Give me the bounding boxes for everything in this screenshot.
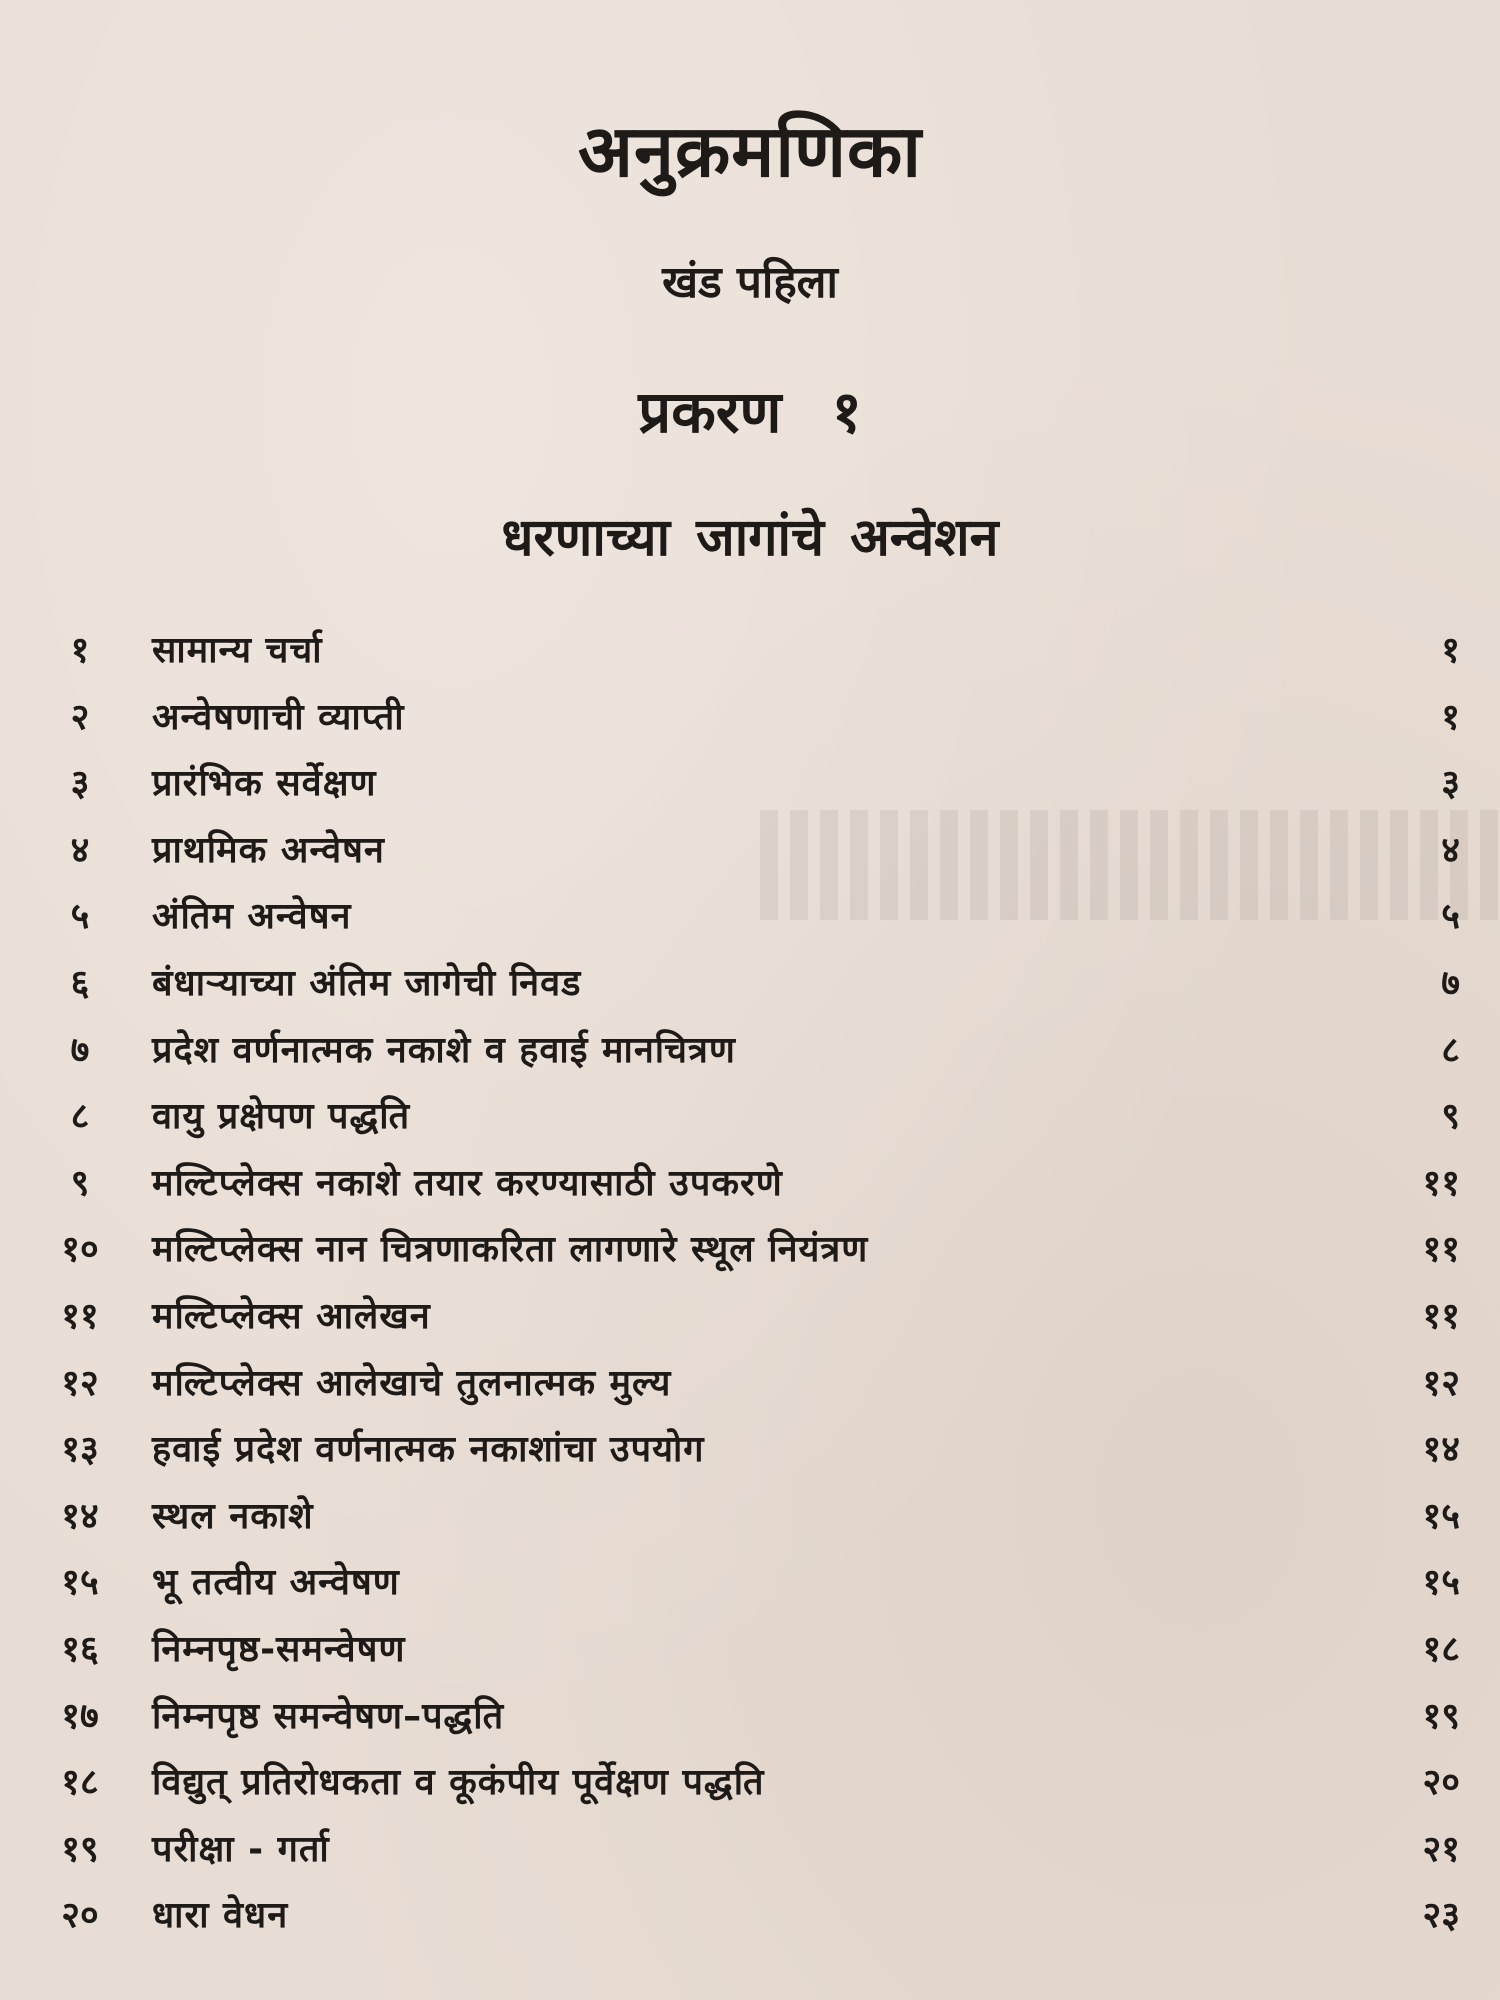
entry-number: १९ xyxy=(61,1828,99,1870)
toc-entry xyxy=(0,1351,1500,1418)
entry-page: १५ xyxy=(1422,1562,1460,1604)
table-of-contents xyxy=(0,618,1500,1950)
entry-page: ११ xyxy=(1422,1295,1460,1337)
entry-page: २० xyxy=(1422,1762,1460,1804)
entry-title: विद्युत् प्रतिरोधकता व कूकंपीय पूर्वेक्षण पद्धति xyxy=(152,1762,765,1804)
entry-page: ८ xyxy=(1441,1029,1460,1071)
entry-title: भू तत्वीय अन्वेषण xyxy=(152,1562,400,1604)
entry-number: ३ xyxy=(70,763,90,805)
toc-entry xyxy=(0,818,1500,885)
entry-title: प्राथमिक अन्वेषन xyxy=(152,829,385,871)
entry-number: १ xyxy=(70,630,90,671)
entry-title: मल्टिप्लेक्स नान चित्रणाकरिता लागणारे स्थूल नियंत्रण xyxy=(152,1229,869,1271)
toc-entry xyxy=(0,618,1500,685)
entry-number: १५ xyxy=(61,1562,99,1604)
entry-number: १७ xyxy=(61,1695,99,1737)
entry-page: १५ xyxy=(1422,1495,1460,1537)
entry-page: १९ xyxy=(1422,1695,1460,1737)
entry-number: ८ xyxy=(70,1096,90,1138)
entry-title: स्थल नकाशे xyxy=(152,1495,314,1537)
toc-entry xyxy=(0,951,1500,1018)
entry-page: १ xyxy=(1441,696,1460,738)
entry-page: १४ xyxy=(1422,1429,1460,1471)
entry-number: ५ xyxy=(70,896,90,938)
toc-entry xyxy=(0,1217,1500,1284)
entry-title: मल्टिप्लेक्स आलेखाचे तुलनात्मक मुल्य xyxy=(152,1362,672,1404)
toc-entry xyxy=(0,1484,1500,1551)
entry-title: हवाई प्रदेश वर्णनात्मक नकाशांचा उपयोग xyxy=(152,1429,705,1471)
entry-number: ११ xyxy=(61,1295,99,1337)
entry-number: १० xyxy=(61,1229,99,1271)
entry-title: निम्नपृष्ठ समन्वेषण–पद्धति xyxy=(152,1695,505,1737)
toc-entry xyxy=(0,1883,1500,1950)
entry-page: ११ xyxy=(1422,1229,1460,1271)
entry-number: ४ xyxy=(70,829,90,871)
entry-page: १ xyxy=(1441,630,1460,671)
entry-number: ७ xyxy=(70,1029,90,1071)
toc-entry xyxy=(0,1817,1500,1884)
toc-entry xyxy=(0,1550,1500,1617)
entry-number: २ xyxy=(70,696,90,738)
entry-page: २३ xyxy=(1422,1895,1460,1937)
entry-title: मल्टिप्लेक्स आलेखन xyxy=(152,1295,431,1337)
entry-title: निम्नपृष्ठ-समन्वेषण xyxy=(152,1628,406,1670)
entry-page: ११ xyxy=(1422,1162,1460,1204)
toc-entry xyxy=(0,1617,1500,1684)
toc-entry xyxy=(0,1284,1500,1351)
toc-entry xyxy=(0,751,1500,818)
entry-page: ९ xyxy=(1441,1096,1460,1138)
entry-title: प्रारंभिक सर्वेक्षण xyxy=(152,763,377,805)
toc-entry xyxy=(0,1151,1500,1218)
toc-entry xyxy=(0,1417,1500,1484)
entry-number: १८ xyxy=(61,1762,99,1804)
entry-title: अन्वेषणाची व्याप्ती xyxy=(152,696,405,738)
entry-number: १४ xyxy=(61,1495,99,1537)
toc-entry xyxy=(0,685,1500,752)
entry-page: १२ xyxy=(1422,1362,1460,1404)
entry-page: ७ xyxy=(1441,962,1460,1004)
entry-title: धारा वेधन xyxy=(152,1895,289,1937)
entry-page: ४ xyxy=(1441,829,1460,871)
toc-entry xyxy=(0,1750,1500,1817)
part-heading: खंड पहिला xyxy=(662,257,838,308)
entry-page: २१ xyxy=(1422,1828,1460,1870)
toc-entry xyxy=(0,884,1500,951)
entry-number: १३ xyxy=(61,1429,99,1471)
entry-title: सामान्य चर्चा xyxy=(152,630,323,671)
entry-number: १६ xyxy=(61,1628,99,1670)
entry-number: १२ xyxy=(61,1362,99,1404)
entry-number: २० xyxy=(61,1895,99,1937)
entry-number: ९ xyxy=(70,1162,90,1204)
entry-page: ५ xyxy=(1441,896,1460,938)
toc-entry xyxy=(0,1018,1500,1085)
toc-entry xyxy=(0,1084,1500,1151)
toc-entry xyxy=(0,1684,1500,1751)
entry-title: वायु प्रक्षेपण पद्धति xyxy=(152,1096,411,1138)
chapter-heading: प्रकरण १ xyxy=(638,378,862,446)
entry-title: मल्टिप्लेक्स नकाशे तयार करण्यासाठी उपकरणे xyxy=(152,1162,783,1204)
entry-title: अंतिम अन्वेषन xyxy=(152,896,352,938)
entry-page: १८ xyxy=(1422,1628,1460,1670)
entry-number: ६ xyxy=(70,962,90,1004)
entry-page: ३ xyxy=(1441,763,1460,805)
page-title: अनुक्रमणिका xyxy=(578,109,922,193)
entry-title: परीक्षा - गर्ता xyxy=(152,1828,330,1870)
entry-title: प्रदेश वर्णनात्मक नकाशे व हवाई मानचित्रण xyxy=(152,1029,736,1071)
chapter-title: धरणाच्या जागांचे अन्वेशन xyxy=(501,508,999,568)
entry-title: बंधाऱ्याच्या अंतिम जागेची निवड xyxy=(152,962,582,1004)
